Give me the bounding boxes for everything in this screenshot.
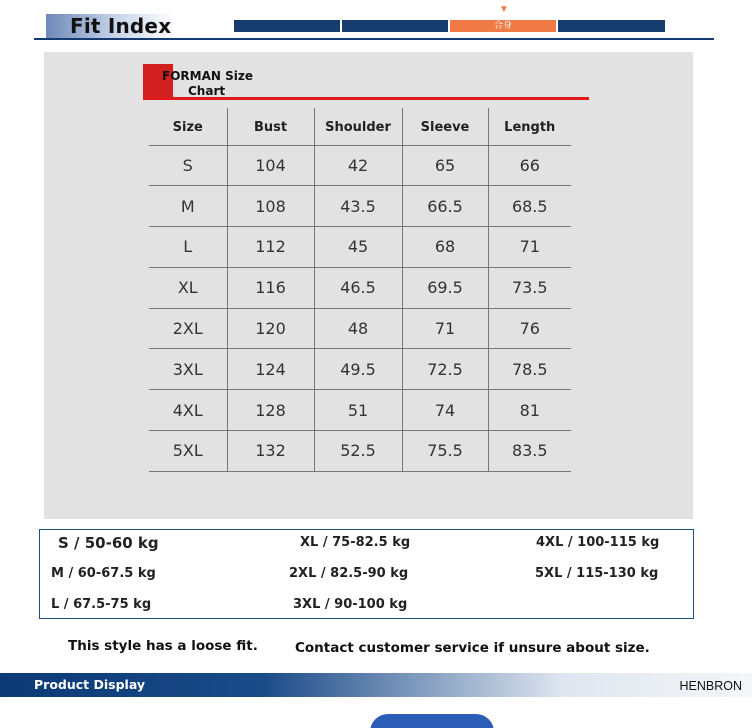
table-cell: XL [149,267,227,308]
product-display-label: Product Display [34,677,146,692]
table-cell: 83.5 [488,431,571,472]
table-cell: 104 [227,145,314,186]
table-cell: 5XL [149,431,227,472]
table-cell: 73.5 [488,267,571,308]
table-cell: 68 [402,227,488,268]
table-row [149,145,571,186]
table-cell: M [149,186,227,227]
tab-marker-icon: ▼ [499,4,509,15]
weight-5xl: 5XL / 115-130 kg [535,566,659,581]
weight-s: S / 50-60 kg [58,534,159,552]
table-cell: 78.5 [488,349,571,390]
table-cell: 48 [314,308,402,349]
table-cell: L [149,227,227,268]
tab-2[interactable] [342,20,448,32]
header-divider [34,38,714,40]
table-row [149,431,571,472]
table-cell: 66.5 [402,186,488,227]
column-header: Length [488,108,571,145]
table-row [149,308,571,349]
table-cell: 71 [488,227,571,268]
column-header: Sleeve [402,108,488,145]
table-cell: 66 [488,145,571,186]
weight-l: L / 67.5-75 kg [51,597,152,612]
table-row [149,227,571,268]
table-cell: 49.5 [314,349,402,390]
table-cell: 128 [227,390,314,431]
weight-4xl: 4XL / 100-115 kg [536,535,660,550]
table-cell: 116 [227,267,314,308]
table-cell: 46.5 [314,267,402,308]
product-image-preview [370,714,494,728]
table-cell: 74 [402,390,488,431]
size-chart-title-line2: Chart [188,84,226,98]
table-row [149,267,571,308]
weight-2xl: 2XL / 82.5-90 kg [289,566,409,581]
table-cell: 4XL [149,390,227,431]
table-cell: 76 [488,308,571,349]
table-row [149,186,571,227]
column-header: Bust [227,108,314,145]
fit-note: This style has a loose fit. [68,638,258,654]
table-cell: 45 [314,227,402,268]
table-cell: 65 [402,145,488,186]
table-row [149,349,571,390]
table-cell: 68.5 [488,186,571,227]
table-cell: 42 [314,145,402,186]
weight-m: M / 60-67.5 kg [51,566,156,581]
table-cell: 108 [227,186,314,227]
table-cell: 124 [227,349,314,390]
table-cell: 112 [227,227,314,268]
table-cell: 51 [314,390,402,431]
tab-1[interactable] [234,20,340,32]
tab-4[interactable] [558,20,665,32]
page-title: Fit Index [70,14,172,38]
column-header: Size [149,108,227,145]
weight-3xl: 3XL / 90-100 kg [293,597,408,612]
table-cell: 72.5 [402,349,488,390]
column-header: Shoulder [314,108,402,145]
table-cell: 81 [488,390,571,431]
table-cell: 2XL [149,308,227,349]
size-chart-title [162,69,262,99]
table-cell: 69.5 [402,267,488,308]
contact-note: Contact customer service if unsure about size. [295,640,650,656]
table-cell: 132 [227,431,314,472]
brand-label: HENBRON [679,679,742,693]
size-table [149,108,571,472]
size-chart-title-line1: FORMAN Size [162,69,253,83]
table-header-row [149,108,571,145]
table-cell: 71 [402,308,488,349]
table-cell: 120 [227,308,314,349]
table-row [149,390,571,431]
fit-index-header [0,0,752,44]
table-cell: S [149,145,227,186]
table-cell: 75.5 [402,431,488,472]
table-cell: 3XL [149,349,227,390]
table-cell: 43.5 [314,186,402,227]
weight-xl: XL / 75-82.5 kg [300,535,411,550]
tab-fit[interactable]: 合身 [450,20,556,32]
table-cell: 52.5 [314,431,402,472]
